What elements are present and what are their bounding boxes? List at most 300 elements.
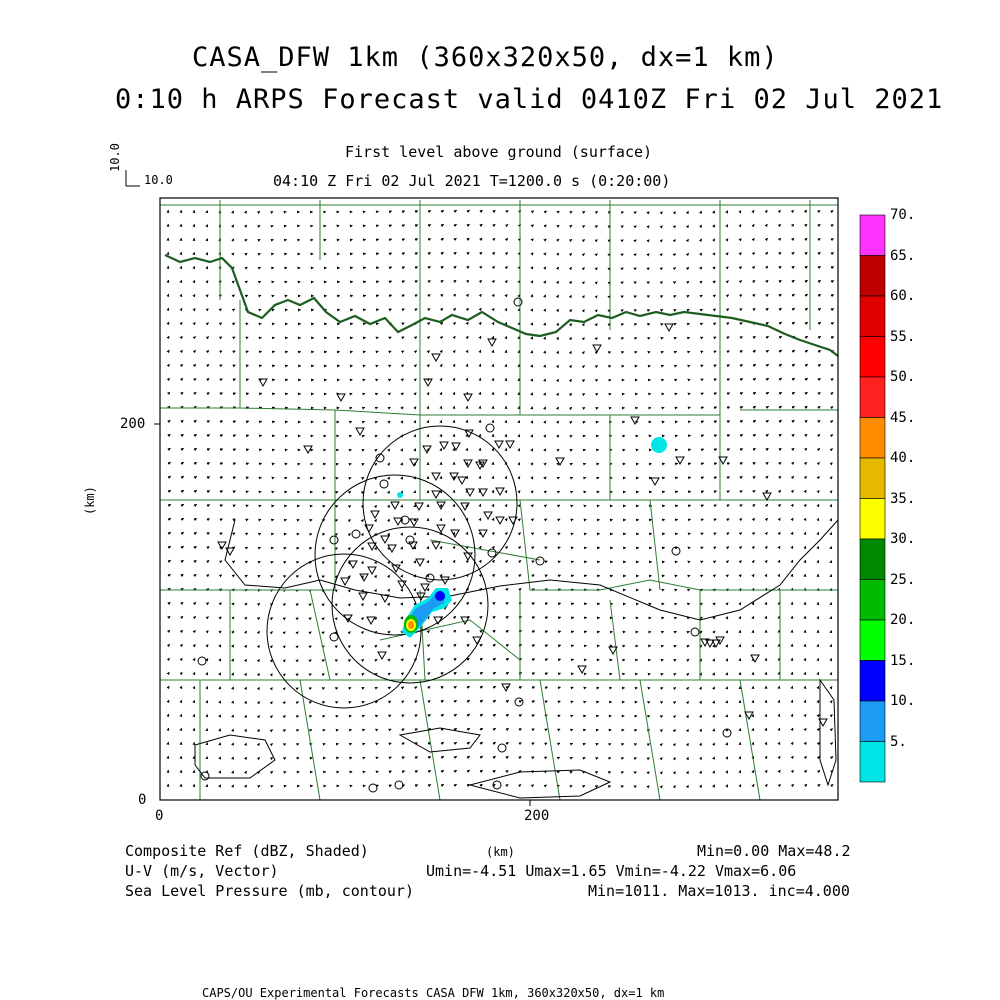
wind-vector [220, 309, 221, 310]
wind-vector [779, 448, 781, 450]
wind-vector [454, 322, 455, 324]
wind-vector [467, 630, 469, 632]
wind-vector [831, 715, 832, 716]
wind-vector [181, 686, 182, 688]
wind-vector [415, 757, 418, 758]
wind-vector [701, 421, 704, 422]
wind-vector [571, 659, 574, 660]
wind-vector [740, 323, 742, 324]
colorbar-swatch [860, 377, 885, 418]
wind-vector [246, 323, 248, 324]
wind-vector [688, 365, 690, 366]
wind-vector [454, 294, 456, 296]
wind-vector [454, 364, 455, 366]
wind-vector [571, 267, 572, 268]
station-triangle [464, 460, 472, 467]
wind-vector [220, 659, 221, 660]
wind-vector [376, 617, 377, 618]
wind-vector [259, 239, 260, 240]
wind-vector [493, 644, 495, 646]
station-circle [498, 744, 506, 752]
station-triangle [432, 473, 440, 480]
wind-vector [675, 533, 678, 534]
wind-vector [753, 238, 754, 240]
wind-vector [805, 770, 807, 772]
wind-vector [571, 211, 572, 212]
wind-vector [428, 560, 429, 562]
wind-vector [740, 337, 742, 338]
wind-vector [246, 351, 248, 352]
wind-vector [792, 280, 794, 282]
wind-vector [402, 337, 404, 338]
wind-vector [389, 407, 390, 408]
wind-vector [714, 561, 716, 562]
wind-vector [207, 281, 208, 282]
wind-vector [480, 280, 482, 282]
wind-vector [194, 350, 196, 352]
wind-vector [792, 406, 794, 408]
wind-vector [441, 770, 444, 772]
wind-vector [519, 533, 521, 534]
wind-vector [714, 575, 716, 576]
wind-vector [207, 253, 208, 254]
wind-vector [753, 378, 756, 380]
wind-vector [519, 505, 520, 506]
wind-vector [558, 267, 559, 268]
wind-vector [220, 505, 223, 506]
wind-vector [194, 462, 197, 464]
wind-vector [727, 379, 730, 380]
wind-vector [441, 686, 443, 688]
wind-vector [194, 616, 196, 618]
wind-vector [194, 672, 195, 674]
station-circle [395, 781, 403, 789]
wind-vector [558, 701, 560, 702]
wind-vector [441, 560, 442, 562]
wind-vector [701, 407, 704, 408]
station-circle [330, 633, 338, 641]
wind-vector [181, 308, 182, 310]
wind-vector [233, 491, 235, 492]
wind-vector [558, 449, 559, 450]
wind-vector [805, 392, 807, 394]
wind-vector [233, 519, 235, 520]
wind-vector [779, 504, 781, 506]
wind-vector [818, 518, 819, 520]
wind-vector [571, 757, 572, 758]
wind-vector [779, 420, 781, 422]
wind-vector [766, 728, 767, 730]
wind-vector [740, 351, 742, 352]
wind-vector [402, 673, 404, 674]
wind-vector [818, 280, 821, 282]
colorbar-swatch [860, 256, 885, 297]
wind-vector [233, 561, 235, 562]
wind-vector [571, 393, 572, 394]
station-triangle [368, 567, 376, 574]
wind-vector [740, 547, 742, 548]
wind-vector [467, 266, 469, 268]
wind-vector [532, 687, 535, 688]
station-triangle [506, 441, 514, 448]
wind-vector [766, 574, 767, 576]
wind-vector [532, 253, 533, 254]
stats-wind: Umin=-4.51 Umax=1.65 Vmin=-4.22 Vmax=6.06 [426, 862, 797, 880]
wind-vector [467, 644, 469, 646]
station-triangle [496, 517, 504, 524]
wind-vector [506, 728, 509, 730]
wind-vector [831, 253, 834, 254]
wind-vector [740, 477, 742, 478]
wind-vector [428, 434, 429, 436]
wind-vector [792, 532, 793, 534]
wind-vector [766, 434, 768, 436]
wind-vector [233, 295, 235, 296]
wind-vector [519, 715, 522, 716]
wind-vector [558, 225, 559, 226]
wind-vector [675, 365, 677, 366]
wind-vector [675, 351, 677, 352]
wind-vector [571, 743, 573, 744]
wind-vector [467, 672, 469, 674]
y-tick-200: 200 [120, 416, 146, 432]
wind-vector [571, 491, 573, 492]
wind-vector [168, 602, 170, 604]
wind-vector [779, 532, 780, 534]
wind-vector [363, 687, 364, 688]
wind-vector [506, 630, 508, 632]
wind-vector [701, 575, 703, 576]
wind-vector [701, 225, 702, 226]
wind-vector [545, 295, 546, 296]
wind-vector [675, 715, 676, 716]
wind-vector [220, 463, 223, 464]
wind-vector [805, 308, 808, 310]
wind-vector [363, 743, 365, 744]
wind-vector [831, 729, 832, 730]
wind-vector [532, 785, 534, 786]
wind-vector [545, 253, 546, 254]
wind-vector [701, 547, 703, 548]
wind-vector [701, 393, 703, 394]
wind-vector [480, 224, 482, 226]
wind-vector [220, 645, 221, 646]
wind-vector [428, 588, 429, 590]
wind-vector [259, 631, 260, 632]
wind-vector [363, 659, 364, 660]
wind-vector [363, 757, 365, 758]
wind-vector [532, 463, 533, 464]
wind-vector [766, 742, 767, 744]
wind-vector [506, 266, 507, 268]
wind-vector [428, 672, 430, 674]
wind-vector [571, 715, 573, 716]
wind-vector [714, 295, 715, 296]
wind-vector [246, 253, 247, 254]
wind-vector [402, 645, 403, 646]
wind-vector [519, 589, 521, 590]
wind-vector [701, 645, 702, 646]
wind-vector [376, 407, 378, 408]
wind-vector [753, 280, 755, 282]
wind-vector [688, 659, 689, 660]
wind-vector [675, 309, 676, 310]
wind-vector [753, 462, 755, 464]
wind-vector [441, 252, 443, 254]
wind-vector [376, 281, 379, 282]
wind-vector [363, 351, 365, 352]
wind-vector [727, 491, 729, 492]
wind-vector [259, 253, 260, 254]
wind-vector [246, 519, 248, 520]
wind-vector [402, 617, 403, 618]
wind-vector [207, 351, 209, 352]
wind-vector [389, 225, 392, 226]
wind-vector [428, 336, 430, 338]
wind-vector [701, 323, 703, 324]
stats-reflectivity: Min=0.00 Max=48.2 [697, 842, 851, 860]
wind-vector [831, 505, 832, 506]
wind-vector [259, 491, 261, 492]
wind-vector [727, 211, 728, 212]
wind-vector [727, 253, 728, 254]
wind-vector [402, 757, 405, 758]
wind-vector [792, 294, 795, 296]
wind-vector [493, 336, 494, 338]
wind-vector [493, 560, 495, 562]
wind-vector [233, 631, 234, 632]
colorbar-label: 10. [890, 693, 916, 709]
wind-vector [428, 784, 431, 786]
wind-vector [558, 729, 560, 730]
wind-vector [207, 505, 210, 506]
wind-vector [701, 435, 704, 436]
wind-vector [454, 546, 455, 548]
wind-vector [545, 785, 546, 786]
wind-vector [545, 701, 547, 702]
wind-vector [818, 728, 819, 730]
wind-vector [428, 350, 429, 352]
wind-vector [571, 687, 573, 688]
wind-vector [818, 714, 819, 716]
wind-vector [181, 392, 183, 394]
wind-vector [675, 589, 677, 590]
wind-vector [675, 617, 677, 618]
colorbar-label: 20. [890, 612, 916, 628]
wind-vector [220, 351, 222, 352]
wind-vector [376, 743, 378, 744]
wind-vector [441, 658, 443, 660]
wind-vector [792, 714, 793, 716]
wind-vector [792, 252, 794, 254]
wind-vector [363, 379, 365, 380]
wind-vector [740, 561, 741, 562]
wind-vector [441, 756, 444, 758]
wind-vector [194, 364, 196, 366]
wind-vector [207, 463, 210, 464]
wind-vector [831, 673, 832, 674]
wind-vector [402, 687, 404, 688]
wind-vector [805, 364, 808, 366]
wind-vector [194, 714, 195, 716]
wind-vector [753, 224, 754, 226]
wind-vector [415, 253, 418, 254]
station-triangle [367, 617, 375, 624]
wind-vector [571, 379, 572, 380]
colorbar-swatch [860, 215, 885, 256]
wind-vector [415, 365, 417, 366]
station-circle [330, 536, 338, 544]
wind-vector [389, 757, 391, 758]
wind-vector [220, 365, 222, 366]
time-subtitle: 04:10 Z Fri 02 Jul 2021 T=1200.0 s (0:20:00) [273, 172, 671, 190]
wind-vector [246, 561, 248, 562]
wind-vector [428, 714, 430, 716]
wind-vector [675, 505, 678, 506]
station-triangle [593, 345, 601, 352]
wind-vector [376, 393, 378, 394]
wind-vector [376, 715, 378, 716]
wind-vector [389, 281, 392, 282]
wind-vector [480, 742, 483, 744]
wind-vector [675, 449, 678, 450]
wind-vector [493, 574, 495, 576]
wind-vector [168, 686, 169, 688]
wind-vector [233, 463, 236, 464]
wind-vector [532, 449, 533, 450]
wind-vector [363, 267, 366, 268]
wind-vector [233, 337, 235, 338]
wind-vector [727, 547, 729, 548]
wind-vector [168, 728, 169, 730]
wind-vector [818, 448, 820, 450]
wind-vector [532, 729, 534, 730]
wind-vector [454, 378, 455, 380]
wind-vector [220, 533, 222, 534]
wind-vector [688, 393, 690, 394]
wind-vector [805, 280, 808, 282]
wind-vector [207, 239, 208, 240]
wind-vector [545, 631, 548, 632]
wind-vector [181, 364, 183, 366]
wind-vector [246, 575, 247, 576]
wind-vector [675, 519, 678, 520]
station-triangle [676, 457, 684, 464]
wind-vector [545, 449, 546, 450]
wind-vector [818, 308, 821, 310]
wind-vector [194, 686, 195, 688]
wind-vector [740, 281, 742, 282]
wind-vector [454, 700, 457, 702]
wind-vector [467, 364, 468, 366]
wind-vector [233, 281, 234, 282]
wind-vector [740, 239, 741, 240]
wind-vector [480, 672, 483, 674]
wind-vector [688, 645, 689, 646]
wind-vector [532, 225, 534, 226]
wind-vector [454, 602, 455, 604]
wind-vector [727, 239, 728, 240]
wind-vector [766, 280, 768, 282]
wind-vector [246, 267, 247, 268]
wind-vector [532, 267, 533, 268]
colorbar-label: 5. [890, 733, 907, 750]
wind-vector [207, 617, 208, 618]
wind-vector [818, 364, 821, 366]
wind-vector [376, 449, 377, 450]
wind-vector [714, 659, 715, 660]
wind-vector [545, 211, 547, 212]
wind-vector [740, 785, 741, 786]
wind-vector [428, 546, 429, 548]
station-triangle [371, 511, 379, 518]
wind-vector [493, 476, 494, 478]
wind-vector [714, 491, 717, 492]
wind-vector [168, 546, 171, 548]
wind-vector [506, 238, 508, 240]
wind-vector [519, 519, 520, 520]
wind-vector [766, 518, 768, 520]
colorbar-swatch [860, 296, 885, 337]
station-triangle [461, 503, 469, 510]
wind-vector [558, 281, 559, 282]
wind-vector [220, 561, 222, 562]
wind-vector [506, 658, 509, 660]
wind-vector [727, 505, 729, 506]
wind-vector [727, 519, 729, 520]
wind-vector [805, 728, 806, 730]
wind-vector [805, 756, 806, 758]
wind-vector [766, 476, 768, 478]
wind-vector [467, 336, 468, 338]
wind-vector [558, 575, 561, 576]
colorbar-label: 50. [890, 369, 916, 385]
wind-vector [519, 757, 521, 758]
wind-vector [779, 336, 782, 338]
wind-vector [480, 210, 482, 212]
wind-vector [181, 574, 183, 576]
wind-vector [207, 673, 208, 674]
wind-vector [714, 421, 717, 422]
wind-vector [727, 393, 730, 394]
wind-vector [545, 547, 547, 548]
wind-vector [467, 728, 470, 730]
wind-vector [753, 560, 754, 562]
wind-vector [441, 546, 442, 548]
wind-vector [467, 294, 469, 296]
wind-vector [545, 491, 546, 492]
reflectivity-colorbar [860, 215, 885, 782]
wind-vector [207, 365, 209, 366]
wind-vector [493, 238, 495, 240]
colorbar-swatch [860, 742, 885, 783]
wind-vector [194, 476, 197, 478]
wind-vector [818, 546, 819, 548]
wind-vector [428, 770, 431, 772]
wind-vector [376, 239, 379, 240]
wind-vector [805, 686, 806, 688]
wind-vector [740, 253, 741, 254]
wind-vector [363, 239, 366, 240]
wind-vector [389, 645, 390, 646]
wind-vector [675, 323, 676, 324]
wind-vector [428, 756, 431, 758]
wind-vector [194, 504, 197, 506]
wind-vector [675, 267, 676, 268]
wind-vector [428, 686, 430, 688]
wind-vector [766, 462, 768, 464]
wind-vector [714, 785, 715, 786]
